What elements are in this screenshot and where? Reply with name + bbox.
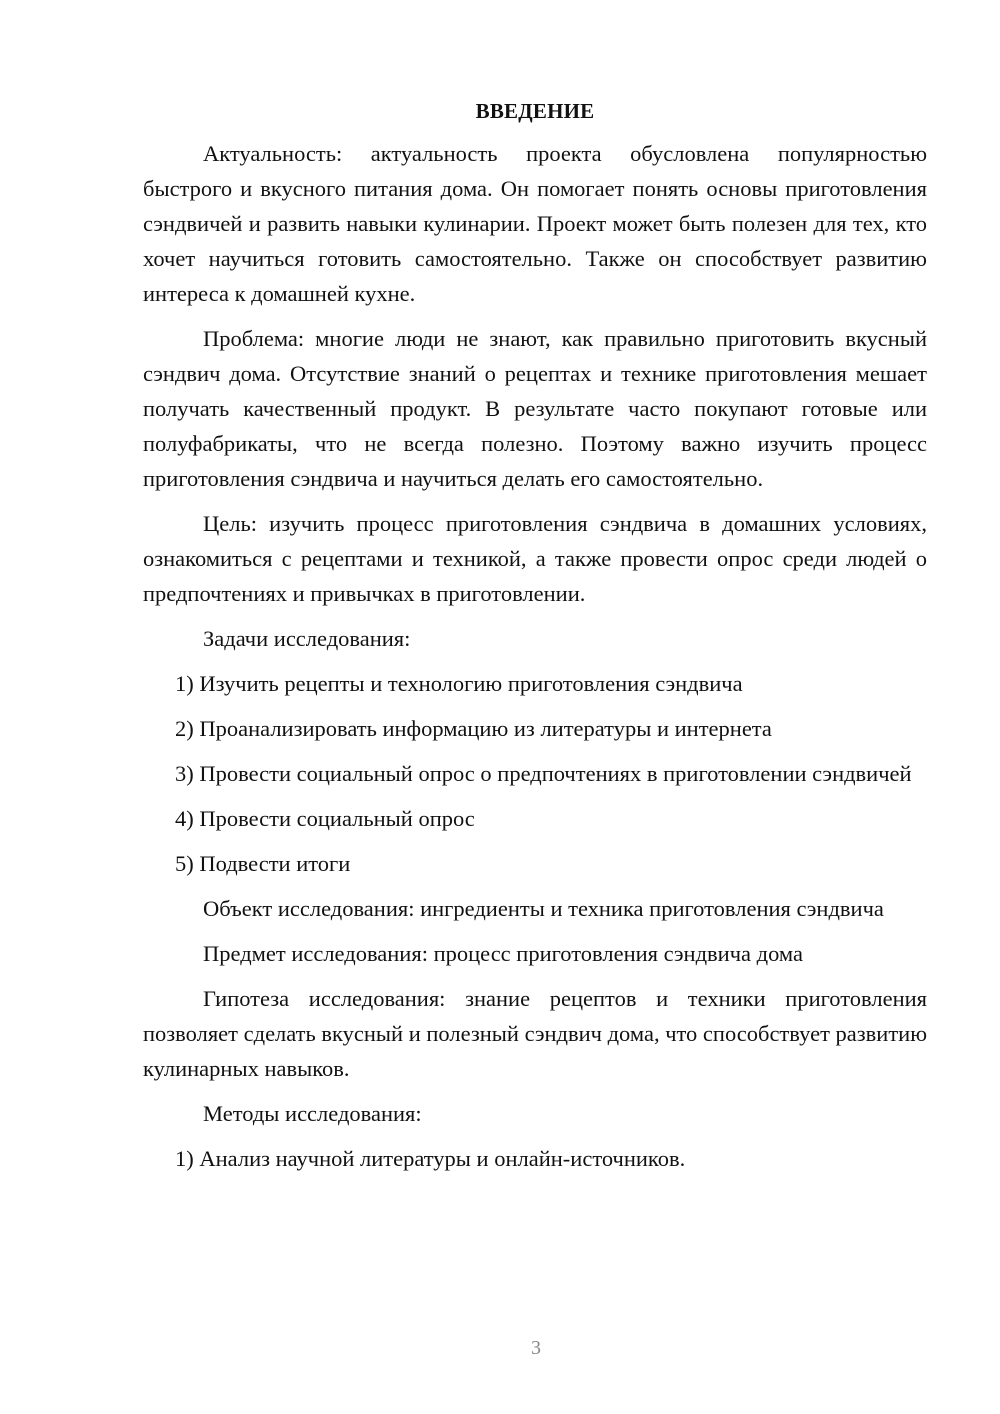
methods-heading: Методы исследования: [203,1101,422,1126]
method-item: 1) Анализ научной литературы и онлайн-источников. [175,1146,686,1171]
task-item: 4) Провести социальный опрос [175,806,475,831]
research-object-paragraph: Объект исследования: ингредиенты и техника приготовления сэндвича [203,896,884,921]
hypothesis-paragraph: Гипотеза исследования: знание рецептов и техники приготовления позволяет сделать вкусный и полезный сэндвич дома, что способствует развитию кулинарных навыков. [143,986,927,1081]
page-content [143,96,927,1186]
page-title: ВВЕДЕНИЕ [475,99,595,123]
task-item: 2) Проанализировать информацию из литературы и интернета [175,716,772,741]
tasks-heading: Задачи исследования: [203,626,411,651]
goal-paragraph: Цель: изучить процесс приготовления сэндвича в домашних условиях, ознакомиться с рецептами и техникой, а также провести опрос среди людей о предпочтениях и привычках в приготовлении. [143,511,927,606]
page-number: 3 [531,1337,541,1359]
problem-paragraph: Проблема: многие люди не знают, как правильно приготовить вкусный сэндвич дома. Отсутствие знаний о рецептах и технике приготовления мешает получать качественный продукт. В результате часто покупают готовые или полуфабрикаты, что не всегда полезно. Поэтому важно изучить процесс приготовления сэндвича и научиться делать его самостоятельно. [143,326,927,491]
task-item: 5) Подвести итоги [175,851,351,876]
research-subject-paragraph: Предмет исследования: процесс приготовления сэндвича дома [203,941,803,966]
relevance-paragraph: Актуальность: актуальность проекта обусловлена популярностью быстрого и вкусного питания дома. Он помогает понять основы приготовления сэндвичей и развить навыки кулинарии. Проект может быть полезен для тех, кто хочет научиться готовить самостоятельно. Также он способствует развитию интереса к домашней кухне. [143,141,927,306]
task-item: 1) Изучить рецепты и технологию приготовления сэндвича [175,671,743,696]
task-item: 3) Провести социальный опрос о предпочтениях в приготовлении сэндвичей [175,761,912,786]
